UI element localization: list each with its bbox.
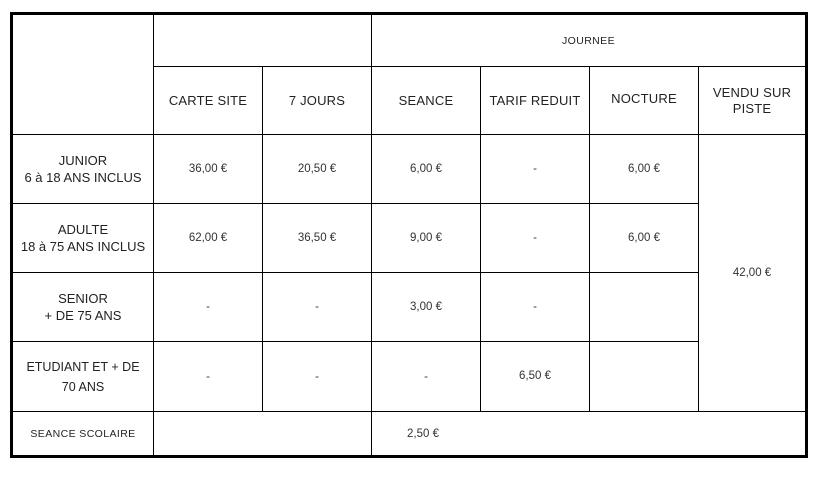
row-label-senior xyxy=(13,273,153,341)
vendu-line2: PISTE xyxy=(732,100,772,116)
row-label-junior xyxy=(13,135,153,203)
journee-header: JOURNEE xyxy=(562,34,615,47)
col-header-carte-site: CARTE SITE xyxy=(168,93,248,108)
junior-tarif-reduit: - xyxy=(533,163,537,175)
row-label-etudiant xyxy=(13,342,153,411)
row-label-seance-scolaire: SEANCE SCOLAIRE xyxy=(30,427,136,440)
junior-carte-site: 36,00 € xyxy=(188,163,228,175)
junior-7-jours: 20,50 € xyxy=(297,163,337,175)
junior-seance: 6,00 € xyxy=(410,163,442,175)
col-header-nocture: NOCTURE xyxy=(611,90,677,106)
vendu-sur-piste-price: 42,00 € xyxy=(732,267,772,279)
row-label-line1: SENIOR xyxy=(58,291,108,306)
row-label-adulte xyxy=(13,204,153,272)
senior-tarif-reduit: - xyxy=(533,301,537,313)
adulte-nocture: 6,00 € xyxy=(628,232,660,244)
senior-carte-site: - xyxy=(206,301,210,313)
etudiant-tarif-reduit: 6,50 € xyxy=(519,369,551,382)
adulte-seance: 9,00 € xyxy=(410,232,442,244)
etudiant-seance: - xyxy=(424,370,428,383)
row-label-line2: + DE 75 ANS xyxy=(44,308,122,323)
col-header-seance: SEANCE xyxy=(398,93,454,108)
etudiant-7-jours: - xyxy=(315,370,319,383)
row-label-line2: 70 ANS xyxy=(61,379,105,394)
adulte-carte-site: 62,00 € xyxy=(188,232,228,244)
row-label-line2: 18 à 75 ANS INCLUS xyxy=(20,239,146,254)
col-header-vendu-sur-piste xyxy=(699,67,805,134)
vendu-line1: VENDU SUR xyxy=(712,84,792,100)
price-table xyxy=(10,12,808,458)
row-label-line1: JUNIOR xyxy=(58,153,108,168)
adulte-tarif-reduit: - xyxy=(533,232,537,244)
col-header-tarif-reduit: TARIF REDUIT xyxy=(489,93,581,108)
adulte-7-jours: 36,50 € xyxy=(297,232,337,244)
etudiant-carte-site: - xyxy=(206,370,210,383)
col-header-7-jours: 7 JOURS xyxy=(288,93,346,108)
row-label-line2: 6 à 18 ANS INCLUS xyxy=(24,170,142,185)
scolaire-seance: 2,50 € xyxy=(407,427,439,440)
senior-seance: 3,00 € xyxy=(410,301,442,313)
row-label-line1: ADULTE xyxy=(57,222,109,237)
row-label-line1: ETUDIANT ET + DE xyxy=(26,359,140,374)
junior-nocture: 6,00 € xyxy=(628,163,660,175)
senior-7-jours: - xyxy=(315,301,319,313)
